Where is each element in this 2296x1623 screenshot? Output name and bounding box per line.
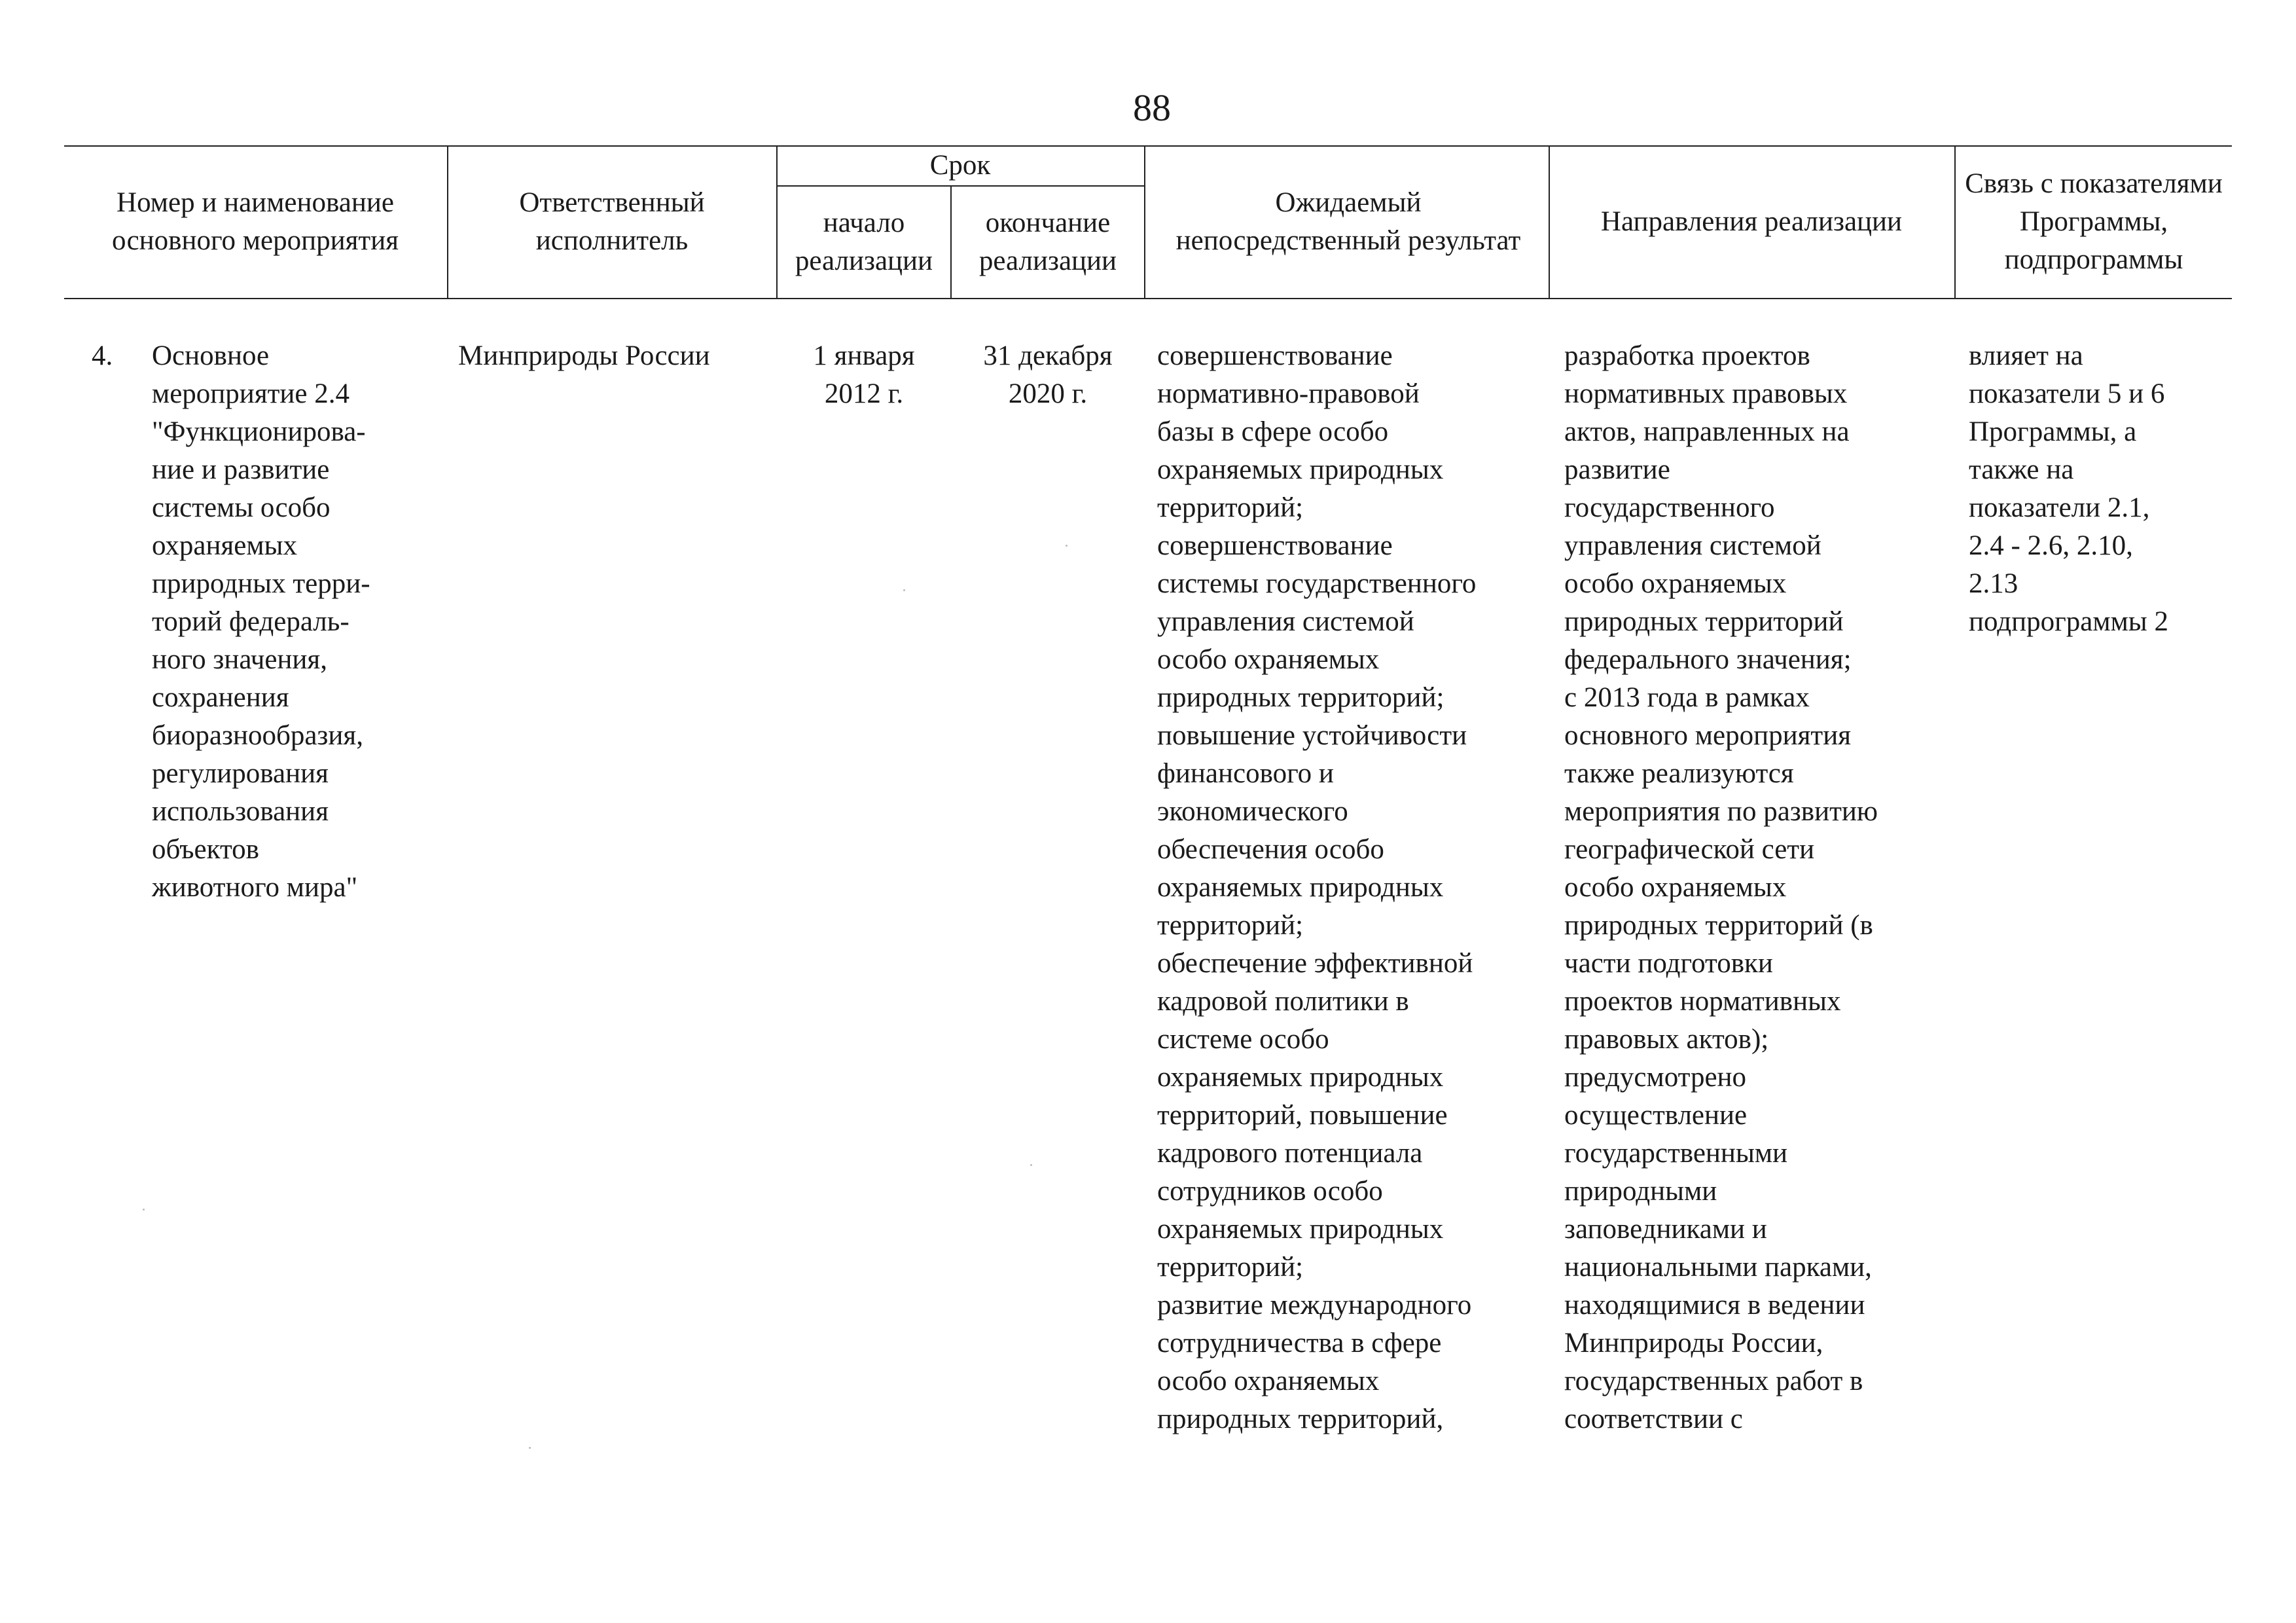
row-directions: разработка проектов нормативных правовых актов, направленных на развитие государственного управления системой особо охраняемых природных территорий федерального значения; с 2013 года в рамках основного мероприятия также реализуются мероприятия по развитию географической сети особо охраняемых природных территорий (в части подготовки проектов нормативных правовых актов); предусмотрено осуществление государственными природными заповедниками и национальными парками, находящимися в ведении Минприроды России, государственных работ в соответствии с: [1564, 340, 1878, 1434]
col-divider-3: [950, 185, 952, 298]
row-expected-result: совершенствование нормативно-правовой базы в сфере особо охраняемых природных территорий; совершенствование системы государственного управления системой особо охраняемых природных территорий; повышение устойчивости финансового и экономического обеспечения особо охраняемых природных территорий; обеспечение эффективной кадровой политики в системе особо охраняемых природных территорий, повышение кадрового потенциала сотрудников особо охраняемых природных территорий; развитие международного сотрудничества в сфере особо охраняемых природных территорий,: [1157, 340, 1477, 1434]
header-link: Связь с показателями Программы, подпрограммы: [1965, 168, 2223, 275]
col-divider-4: [1144, 145, 1145, 298]
header-bottom-rule: [64, 298, 2232, 299]
col-divider-5: [1549, 145, 1550, 298]
row-end: 31 декабря 2020 г.: [983, 340, 1113, 409]
scan-speck: [903, 589, 905, 591]
scan-speck: [143, 1209, 145, 1211]
header-start: начало реализации: [795, 208, 933, 276]
period-sub-rule: [776, 185, 1144, 187]
row-start: 1 января 2012 г.: [813, 340, 915, 409]
row-number: 4.: [92, 340, 113, 371]
row-link: влияет на показатели 5 и 6 Программы, а также на показатели 2.1, 2.4 - 2.6, 2.10, 2.13 подпрограммы 2: [1969, 340, 2168, 637]
scan-speck: [1066, 545, 1067, 547]
col-divider-6: [1954, 145, 1956, 298]
header-expected-result: Ожидаемый непосредственный результат: [1175, 187, 1521, 256]
row-name: Основное мероприятие 2.4 "Функционирова- ние и развитие системы особо охраняемых природных терри- торий федераль- ного значения, сохранения биоразнообразия, регулирования использования объектов животного мира": [152, 340, 370, 903]
header-directions: Направления реализации: [1600, 206, 1903, 237]
header-end: окончание реализации: [978, 208, 1117, 276]
header-executor: Ответственный исполнитель: [519, 187, 705, 256]
header-number-name: Номер и наименование основного мероприятия: [112, 187, 399, 256]
scan-speck: [529, 1447, 531, 1449]
scan-speck: [1030, 1164, 1032, 1166]
header-period: Срок: [929, 150, 991, 181]
row-executor: Минприроды России: [458, 340, 710, 371]
col-divider-1: [447, 145, 448, 298]
page-number: 88: [1133, 86, 1171, 129]
